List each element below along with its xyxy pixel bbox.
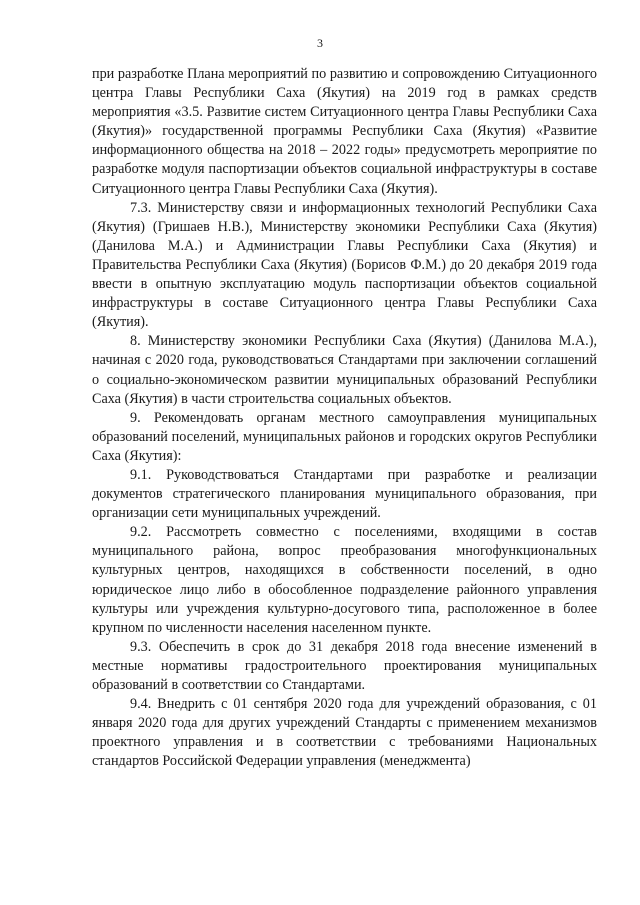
paragraph-7-3: 7.3. Министерству связи и информационных технологий Республики Саха (Якутия) (Гришаев Н.В.), Министерству экономики Республики Саха (Якутия) (Данилова М.А.) и Администрации Главы Республики Саха (Якутия) и Правительства Республики Саха (Якутия) (Борисов Ф.М.) до 20 декабря 2019 года ввести в опытную эксплуатацию модуль паспортизации объектов социальной инфраструктуры в составе Ситуационного центра Главы Республики Саха (Якутия). (92, 199, 597, 331)
paragraph-9-2: 9.2. Рассмотреть совместно с поселениями, входящими в состав муниципального района, вопрос преобразования многофункциональных культурных центров, находящихся в собственности поселений, в одно юридическое лицо либо в обособленное подразделение районного управления культуры или учреждения культурно-досугового типа, расположенное в более крупном по численности населения населенном пункте. (92, 524, 597, 636)
paragraph-continuation: при разработке Плана мероприятий по развитию и сопровождению Ситуационного центра Главы Республики Саха (Якутия) на 2019 год в рамках средств мероприятия «3.5. Развитие систем Ситуационного центра Главы Республики Саха (Якутия)» государственной программы Республики Саха (Якутия) «Развитие информационного общества на 2018 – 2022 годы» предусмотреть мероприятие по разработке модуля паспортизации объектов социальной инфраструктуры в составе Ситуационного центра Главы Республики Саха (Якутия). (92, 66, 597, 197)
paragraph-8: 8. Министерству экономики Республики Саха (Якутия) (Данилова М.А.), начиная с 2020 года, руководствоваться Стандартами при заключении соглашений о социально-экономическом развитии муниципальных образований Республики Саха (Якутия) в части строительства социальных объектов. (92, 333, 597, 407)
paragraph-9-1: 9.1. Руководствоваться Стандартами при разработке и реализации документов стратегического планирования муниципального образования, при организации сети муниципальных учреждений. (92, 466, 597, 522)
paragraph-9-4: 9.4. Внедрить с 01 сентября 2020 года для учреждений образования, с 01 января 2020 года для других учреждений Стандарты с применением механизмов проектного управления и в соответствии с требованиями Национальных стандартов Российской Федерации управления (менеджмента) (92, 696, 597, 770)
paragraph-9-3: 9.3. Обеспечить в срок до 31 декабря 2018 года внесение изменений в местные нормативы градостроительного проектирования муниципальных образований в соответствии со Стандартами. (92, 638, 597, 693)
paragraph-9: 9. Рекомендовать органам местного самоуправления муниципальных образований поселений, муниципальных районов и городских округов Республики Саха (Якутия): (92, 409, 597, 464)
page-number: 3 (317, 36, 323, 50)
document-body (92, 65, 597, 771)
